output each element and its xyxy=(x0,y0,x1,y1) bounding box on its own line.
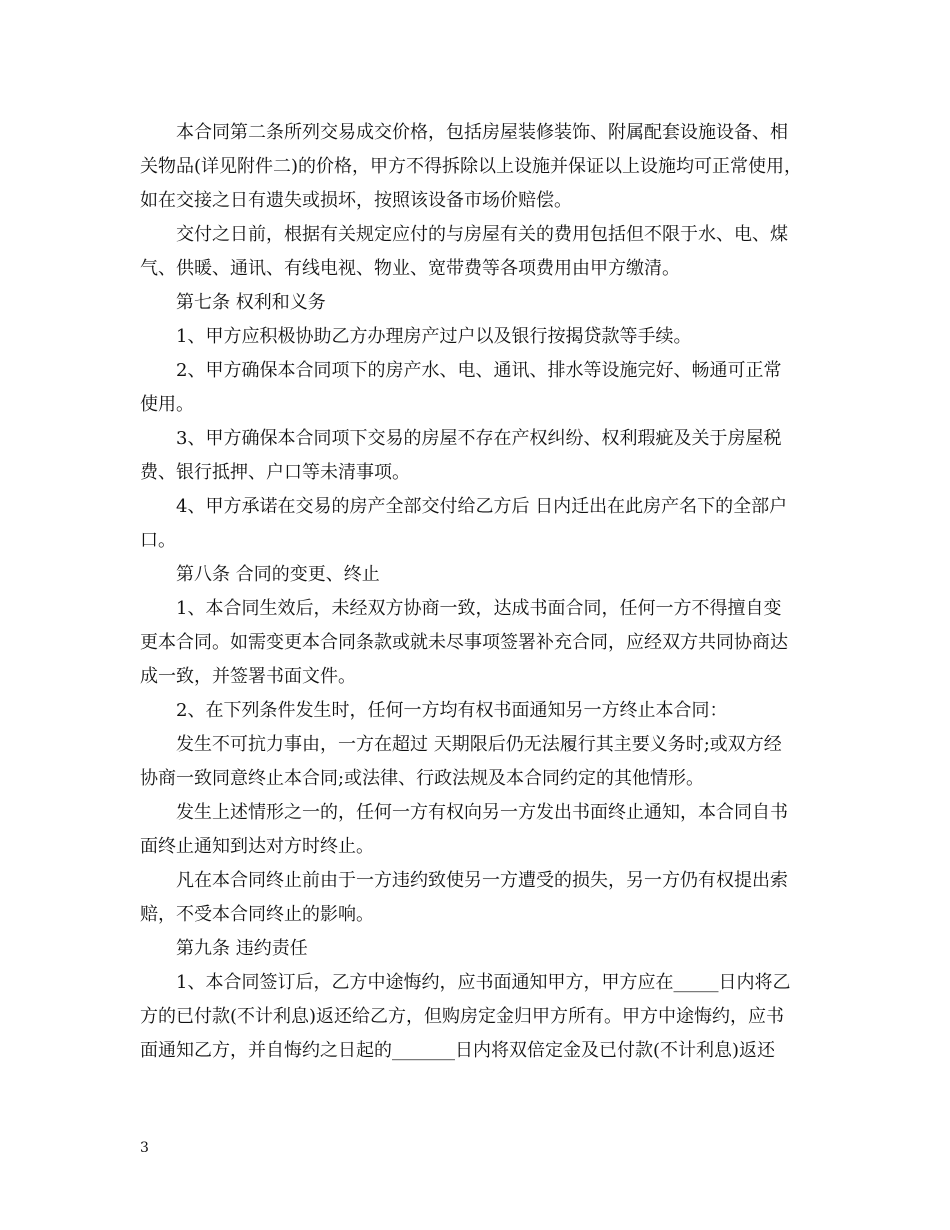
text-line: 方的已付款(不计利息)返还给乙方，但购房定金归甲方所有。甲方中途悔约，应书 xyxy=(140,1006,785,1027)
text-line: 气、供暖、通讯、有线电视、物业、宽带费等各项费用由甲方缴清。 xyxy=(140,258,680,279)
paragraph xyxy=(140,354,830,422)
text-line: 赔，不受本合同终止的影响。 xyxy=(140,904,374,925)
text-line: 口。 xyxy=(140,530,176,551)
paragraph xyxy=(140,286,830,320)
text-line: 1、甲方应积极协助乙方办理房产过户以及银行按揭贷款等手续。 xyxy=(176,326,692,347)
paragraph xyxy=(140,490,830,558)
text-line: 交付之日前，根据有关规定应付的与房屋有关的费用包括但不限于水、电、煤 xyxy=(176,224,788,245)
text-line: 关物品(详见附件二)的价格，甲方不得拆除以上设施并保证以上设施均可正常使用， xyxy=(140,156,803,177)
paragraph xyxy=(140,592,830,694)
text-line: 更本合同。如需变更本合同条款或就未尽事项签署补充合同，应经双方共同协商达 xyxy=(140,632,788,653)
text-line: 协商一致同意终止本合同;或法律、行政法规及本合同约定的其他情形。 xyxy=(140,768,705,789)
paragraph xyxy=(140,966,830,1068)
paragraph xyxy=(140,422,830,490)
text-line: 2、甲方确保本合同项下的房产水、电、通讯、排水等设施完好、畅通可正常 xyxy=(176,360,782,381)
text-line: 1、本合同生效后，未经双方协商一致，达成书面合同，任何一方不得擅自变 xyxy=(176,598,782,619)
paragraph xyxy=(140,116,830,218)
text-line: 1、本合同签订后，乙方中途悔约，应书面通知甲方，甲方应在_____日内将乙 xyxy=(176,972,791,993)
text-line: 第八条 合同的变更、终止 xyxy=(176,564,380,585)
paragraph xyxy=(140,864,830,932)
paragraph xyxy=(140,728,830,796)
paragraph xyxy=(140,558,830,592)
text-line: 面通知乙方，并自悔约之日起的_______日内将双倍定金及已付款(不计利息)返还 xyxy=(140,1040,776,1061)
text-line: 4、甲方承诺在交易的房产全部交付给乙方后 日内迁出在此房产名下的全部户 xyxy=(176,496,788,517)
text-line: 费、银行抵押、户口等未清事项。 xyxy=(140,462,410,483)
paragraph xyxy=(140,694,830,728)
text-line: 成一致，并签署书面文件。 xyxy=(140,666,356,687)
text-line: 2、在下列条件发生时，任何一方均有权书面通知另一方终止本合同： xyxy=(176,700,728,721)
page-number: 3 xyxy=(140,1140,149,1156)
paragraph xyxy=(140,218,830,286)
paragraph xyxy=(140,796,830,864)
paragraph xyxy=(140,320,830,354)
text-line: 面终止通知到达对方时终止。 xyxy=(140,836,374,857)
text-line: 如在交接之日有遗失或损坏，按照该设备市场价赔偿。 xyxy=(140,190,572,211)
text-line: 第九条 违约责任 xyxy=(176,938,308,959)
text-line: 发生不可抗力事由，一方在超过 天期限后仍无法履行其主要义务时;或双方经 xyxy=(176,734,782,755)
text-line: 3、甲方确保本合同项下交易的房屋不存在产权纠纷、权利瑕疵及关于房屋税 xyxy=(176,428,782,449)
text-line: 发生上述情形之一的，任何一方有权向另一方发出书面终止通知，本合同自书 xyxy=(176,802,788,823)
text-line: 使用。 xyxy=(140,394,194,415)
text-line: 第七条 权利和义务 xyxy=(176,292,326,313)
paragraph xyxy=(140,932,830,966)
text-line: 本合同第二条所列交易成交价格，包括房屋装修装饰、附属配套设施设备、相 xyxy=(176,122,788,143)
text-line: 凡在本合同终止前由于一方违约致使另一方遭受的损失，另一方仍有权提出索 xyxy=(176,870,788,891)
document-page xyxy=(140,116,830,1068)
